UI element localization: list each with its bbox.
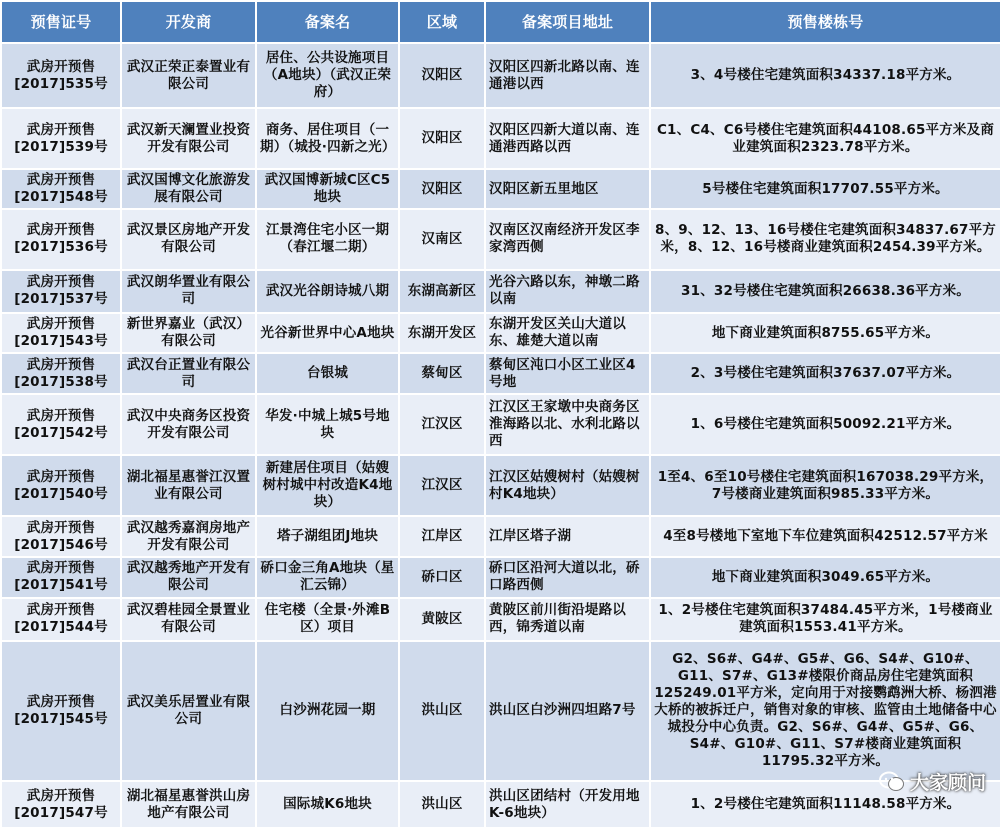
district-cell: 汉南区 <box>399 209 485 270</box>
record-name-cell: 台银城 <box>256 353 399 394</box>
buildings-cell: 1、6号楼住宅建筑面积50092.21平方米。 <box>650 394 1000 455</box>
buildings-cell: 5号楼住宅建筑面积17707.55平方米。 <box>650 169 1000 209</box>
table-row <box>1 557 1000 598</box>
col-header-record-name: 备案名 <box>256 1 399 43</box>
cert-cell: 武房开预售[2017]547号 <box>1 781 121 828</box>
cert-cell: 武房开预售[2017]539号 <box>1 108 121 169</box>
district-cell: 汉阳区 <box>399 169 485 209</box>
developer-cell: 武汉新天澜置业投资开发有限公司 <box>121 108 256 169</box>
buildings-cell: 地下商业建筑面积8755.65平方米。 <box>650 313 1000 354</box>
col-header-cert: 预售证号 <box>1 1 121 43</box>
cert-cell: 武房开预售[2017]541号 <box>1 557 121 598</box>
buildings-cell: C1、C4、C6号楼住宅建筑面积44108.65平方米及商业建筑面积2323.78平方米。 <box>650 108 1000 169</box>
table-row <box>1 516 1000 557</box>
address-cell: 蔡甸区沌口小区工业区4号地 <box>485 353 650 394</box>
buildings-cell: 31、32号楼住宅建筑面积26638.36平方米。 <box>650 270 1000 313</box>
cert-cell: 武房开预售[2017]542号 <box>1 394 121 455</box>
developer-cell: 武汉越秀嘉润房地产开发有限公司 <box>121 516 256 557</box>
buildings-cell: 1、2号楼住宅建筑面积11148.58平方米。 <box>650 781 1000 828</box>
table-row <box>1 394 1000 455</box>
cert-cell: 武房开预售[2017]546号 <box>1 516 121 557</box>
record-name-cell: 武汉光谷朗诗城八期 <box>256 270 399 313</box>
record-name-cell: 住宅楼（全景·外滩B区）项目 <box>256 598 399 641</box>
district-cell: 汉阳区 <box>399 43 485 108</box>
cert-cell: 武房开预售[2017]538号 <box>1 353 121 394</box>
district-cell: 东湖高新区 <box>399 270 485 313</box>
developer-cell: 武汉正荣正泰置业有限公司 <box>121 43 256 108</box>
developer-cell: 武汉国博文化旅游发展有限公司 <box>121 169 256 209</box>
cert-cell: 武房开预售[2017]536号 <box>1 209 121 270</box>
address-cell: 洪山区团结村（开发用地K-6地块） <box>485 781 650 828</box>
cert-cell: 武房开预售[2017]540号 <box>1 455 121 516</box>
district-cell: 江岸区 <box>399 516 485 557</box>
developer-cell: 武汉中央商务区投资开发有限公司 <box>121 394 256 455</box>
cert-cell: 武房开预售[2017]537号 <box>1 270 121 313</box>
col-header-district: 区域 <box>399 1 485 43</box>
district-cell: 江汉区 <box>399 394 485 455</box>
buildings-cell: 4至8号楼地下室地下车位建筑面积42512.57平方米 <box>650 516 1000 557</box>
developer-cell: 新世界嘉业（武汉）有限公司 <box>121 313 256 354</box>
buildings-cell: 1、2号楼住宅建筑面积37484.45平方米，1号楼商业建筑面积1553.41平方米。 <box>650 598 1000 641</box>
table-row <box>1 598 1000 641</box>
record-name-cell: 光谷新世界中心A地块 <box>256 313 399 354</box>
district-cell: 黄陂区 <box>399 598 485 641</box>
developer-cell: 武汉越秀地产开发有限公司 <box>121 557 256 598</box>
table-row <box>1 209 1000 270</box>
table-row <box>1 270 1000 313</box>
district-cell: 江汉区 <box>399 455 485 516</box>
record-name-cell: 白沙洲花园一期 <box>256 641 399 782</box>
developer-cell: 湖北福星惠誉洪山房地产有限公司 <box>121 781 256 828</box>
col-header-developer: 开发商 <box>121 1 256 43</box>
watermark <box>879 768 986 795</box>
address-cell: 汉阳区四新大道以南、连通港西路以西 <box>485 108 650 169</box>
table-row <box>1 169 1000 209</box>
cert-cell: 武房开预售[2017]543号 <box>1 313 121 354</box>
table-row <box>1 43 1000 108</box>
col-header-address: 备案项目地址 <box>485 1 650 43</box>
table-row <box>1 108 1000 169</box>
cert-cell: 武房开预售[2017]548号 <box>1 169 121 209</box>
table-row <box>1 313 1000 354</box>
cert-cell: 武房开预售[2017]544号 <box>1 598 121 641</box>
developer-cell: 武汉台正置业有限公司 <box>121 353 256 394</box>
address-cell: 江汉区王家墩中央商务区淮海路以北、水利北路以西 <box>485 394 650 455</box>
table-row <box>1 353 1000 394</box>
record-name-cell: 江景湾住宅小区一期（春江堰二期） <box>256 209 399 270</box>
table-row <box>1 455 1000 516</box>
buildings-cell: 地下商业建筑面积3049.65平方米。 <box>650 557 1000 598</box>
buildings-cell: 3、4号楼住宅建筑面积34337.18平方米。 <box>650 43 1000 108</box>
table-row <box>1 641 1000 782</box>
record-name-cell: 塔子湖组团J地块 <box>256 516 399 557</box>
record-name-cell: 国际城K6地块 <box>256 781 399 828</box>
district-cell: 汉阳区 <box>399 108 485 169</box>
district-cell: 洪山区 <box>399 781 485 828</box>
address-cell: 江岸区塔子湖 <box>485 516 650 557</box>
developer-cell: 武汉朗华置业有限公司 <box>121 270 256 313</box>
developer-cell: 武汉景区房地产开发有限公司 <box>121 209 256 270</box>
address-cell: 黄陂区前川街沿堤路以西，锦秀道以南 <box>485 598 650 641</box>
col-header-buildings: 预售楼栋号 <box>650 1 1000 43</box>
wechat-icon <box>879 771 905 793</box>
record-name-cell: 商务、居住项目（一期）（城投·四新之光） <box>256 108 399 169</box>
cert-cell: 武房开预售[2017]545号 <box>1 641 121 782</box>
developer-cell: 湖北福星惠誉江汉置业有限公司 <box>121 455 256 516</box>
buildings-cell: 8、9、12、13、16号楼住宅建筑面积34837.67平方米，8、12、16号楼商业建筑面积2454.39平方米。 <box>650 209 1000 270</box>
developer-cell: 武汉碧桂园全景置业有限公司 <box>121 598 256 641</box>
address-cell: 硚口区沿河大道以北，硚口路西侧 <box>485 557 650 598</box>
buildings-cell: 1至4、6至10号楼住宅建筑面积167038.29平方米，7号楼商业建筑面积985.33平方米。 <box>650 455 1000 516</box>
address-cell: 光谷六路以东，神墩二路以南 <box>485 270 650 313</box>
address-cell: 汉南区汉南经济开发区李家湾西侧 <box>485 209 650 270</box>
address-cell: 洪山区白沙洲四坦路7号 <box>485 641 650 782</box>
buildings-cell: G2、S6#、G4#、G5#、G6、S4#、G10#、G11、S7#、G13#楼限价商品房住宅建筑面积125249.01平方米，定向用于对接鹦鹉洲大桥、杨泗港大桥的被拆迁户，销售对象的审核、监管由土地储备中心城投分中心负责。G2、S6#、G4#、G5#、G6、S4#、G10#、G11、S7#楼商业建筑面积11795.32平方米。 <box>650 641 1000 782</box>
table-row <box>1 781 1000 828</box>
address-cell: 汉阳区四新北路以南、连通港以西 <box>485 43 650 108</box>
developer-cell: 武汉美乐居置业有限公司 <box>121 641 256 782</box>
district-cell: 洪山区 <box>399 641 485 782</box>
district-cell: 蔡甸区 <box>399 353 485 394</box>
buildings-cell: 2、3号楼住宅建筑面积37637.07平方米。 <box>650 353 1000 394</box>
header-row <box>1 1 1000 43</box>
address-cell: 汉阳区新五里地区 <box>485 169 650 209</box>
address-cell: 江汉区姑嫂树村（姑嫂树村K4地块） <box>485 455 650 516</box>
record-name-cell: 武汉国博新城C区C5地块 <box>256 169 399 209</box>
record-name-cell: 新建居住项目（姑嫂树村城中村改造K4地块） <box>256 455 399 516</box>
address-cell: 东湖开发区关山大道以东、雄楚大道以南 <box>485 313 650 354</box>
record-name-cell: 硚口金三角A地块（星汇云锦） <box>256 557 399 598</box>
district-cell: 东湖开发区 <box>399 313 485 354</box>
cert-cell: 武房开预售[2017]535号 <box>1 43 121 108</box>
record-name-cell: 居住、公共设施项目（A地块）（武汉正荣府） <box>256 43 399 108</box>
watermark-text: 大家顾问 <box>909 772 986 794</box>
district-cell: 硚口区 <box>399 557 485 598</box>
record-name-cell: 华发·中城上城5号地块 <box>256 394 399 455</box>
